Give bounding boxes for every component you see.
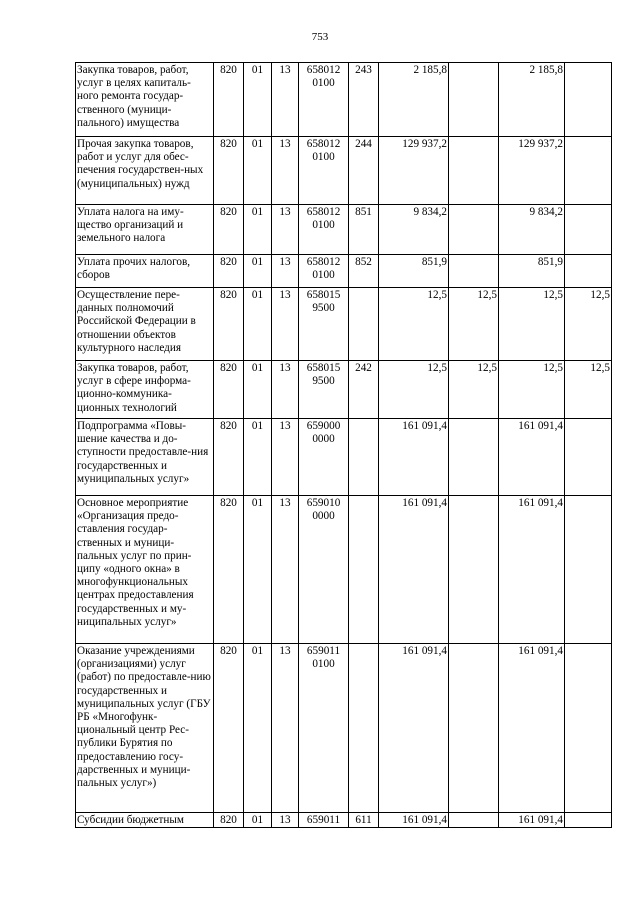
section-code: 01: [244, 288, 272, 361]
ministry-code: 820: [214, 361, 244, 419]
sum-total-second: 12,5: [499, 361, 565, 419]
section-code: 01: [244, 361, 272, 419]
sum-total-second: 161 091,4: [499, 419, 565, 496]
expense-type-code: [349, 644, 379, 813]
sum-total: 12,5: [379, 361, 449, 419]
sum-total-second: 129 937,2: [499, 137, 565, 205]
ministry-code: 820: [214, 205, 244, 255]
row-name: Субсидии бюджетным: [76, 813, 214, 828]
sum-federal-second: [565, 644, 612, 813]
sum-total: 851,9: [379, 255, 449, 288]
ministry-code: 820: [214, 496, 244, 644]
sum-federal: [449, 63, 499, 137]
subsection-code: 13: [272, 137, 299, 205]
sum-total-second: 161 091,4: [499, 644, 565, 813]
section-code: 01: [244, 419, 272, 496]
sum-federal-second: [565, 137, 612, 205]
section-code: 01: [244, 63, 272, 137]
row-name: Основное мероприятие «Организация предо-ставления государ-ственных и муници-пальных услуг по прин-ципу «одного окна» в многофункциональных центрах предоставления государственных и му-ниципальных услуг»: [76, 496, 214, 644]
sum-total-second: 12,5: [499, 288, 565, 361]
table-row: [76, 361, 612, 419]
expense-type-code: 244: [349, 137, 379, 205]
row-name: Закупка товаров, работ, услуг в сфере информа-ционно-коммуника-ционных технологий: [76, 361, 214, 419]
subsection-code: 13: [272, 644, 299, 813]
table-row: [76, 813, 612, 828]
ministry-code: 820: [214, 137, 244, 205]
target-article-code: 659011 0100: [299, 644, 349, 813]
subsection-code: 13: [272, 205, 299, 255]
sum-federal-second: [565, 255, 612, 288]
sum-total-second: 2 185,8: [499, 63, 565, 137]
section-code: 01: [244, 644, 272, 813]
ministry-code: 820: [214, 419, 244, 496]
sum-federal: [449, 137, 499, 205]
sum-federal-second: [565, 63, 612, 137]
sum-federal-second: 12,5: [565, 361, 612, 419]
ministry-code: 820: [214, 288, 244, 361]
subsection-code: 13: [272, 813, 299, 828]
expense-type-code: 243: [349, 63, 379, 137]
sum-total: 2 185,8: [379, 63, 449, 137]
sum-federal: [449, 419, 499, 496]
ministry-code: 820: [214, 63, 244, 137]
ministry-code: 820: [214, 644, 244, 813]
target-article-code: 658012 0100: [299, 137, 349, 205]
table-row: [76, 496, 612, 644]
table-row: [76, 288, 612, 361]
row-name: Оказание учреждениями (организациями) услуг (работ) по предоставле-нию государственных и муниципальных услуг (ГБУ РБ «Многофунк-циональный центр Рес-публики Бурятия по предоставлению госу-дарственных и муници-пальных услуг»): [76, 644, 214, 813]
budget-table-body: [76, 63, 612, 828]
sum-federal-second: [565, 205, 612, 255]
sum-federal: [449, 205, 499, 255]
sum-total-second: 161 091,4: [499, 496, 565, 644]
row-name: Уплата прочих налогов, сборов: [76, 255, 214, 288]
subsection-code: 13: [272, 63, 299, 137]
budget-table: [75, 62, 612, 828]
sum-total: 161 091,4: [379, 813, 449, 828]
expense-type-code: [349, 288, 379, 361]
sum-total: 9 834,2: [379, 205, 449, 255]
expense-type-code: [349, 419, 379, 496]
row-name: Осуществление пере-данных полномочий Российской Федерации в отношении объектов культурного наследия: [76, 288, 214, 361]
page-number: 753: [311, 31, 329, 43]
table-row: [76, 205, 612, 255]
target-article-code: 658012 0100: [299, 63, 349, 137]
sum-federal-second: [565, 813, 612, 828]
table-row: [76, 63, 612, 137]
section-code: 01: [244, 137, 272, 205]
row-name: Подпрограмма «Повы-шение качества и до-ступности предоставле-ния государственных и муниципальных услуг»: [76, 419, 214, 496]
expense-type-code: 242: [349, 361, 379, 419]
subsection-code: 13: [272, 255, 299, 288]
table-row: [76, 137, 612, 205]
target-article-code: 658012 0100: [299, 255, 349, 288]
subsection-code: 13: [272, 496, 299, 644]
subsection-code: 13: [272, 419, 299, 496]
sum-federal: 12,5: [449, 288, 499, 361]
table-row: [76, 419, 612, 496]
target-article-code: 659010 0000: [299, 496, 349, 644]
sum-federal-second: [565, 419, 612, 496]
section-code: 01: [244, 813, 272, 828]
expense-type-code: 851: [349, 205, 379, 255]
sum-federal: [449, 644, 499, 813]
sum-federal-second: 12,5: [565, 288, 612, 361]
target-article-code: 658012 0100: [299, 205, 349, 255]
table-row: [76, 255, 612, 288]
sum-total: 161 091,4: [379, 496, 449, 644]
sum-federal: 12,5: [449, 361, 499, 419]
expense-type-code: 852: [349, 255, 379, 288]
ministry-code: 820: [214, 813, 244, 828]
table-row: [76, 644, 612, 813]
ministry-code: 820: [214, 255, 244, 288]
section-code: 01: [244, 496, 272, 644]
sum-total-second: 161 091,4: [499, 813, 565, 828]
target-article-code: 659011: [299, 813, 349, 828]
sum-total-second: 9 834,2: [499, 205, 565, 255]
sum-total: 161 091,4: [379, 419, 449, 496]
row-name: Уплата налога на иму-щество организаций и земельного налога: [76, 205, 214, 255]
row-name: Прочая закупка товаров, работ и услуг для обес-печения государствен-ных (муниципальных) нужд: [76, 137, 214, 205]
sum-federal: [449, 255, 499, 288]
row-name: Закупка товаров, работ, услуг в целях капиталь-ного ремонта государ-ственного (муници-пального) имущества: [76, 63, 214, 137]
section-code: 01: [244, 255, 272, 288]
target-article-code: 659000 0000: [299, 419, 349, 496]
sum-total: 12,5: [379, 288, 449, 361]
subsection-code: 13: [272, 288, 299, 361]
sum-federal: [449, 496, 499, 644]
expense-type-code: 611: [349, 813, 379, 828]
sum-federal: [449, 813, 499, 828]
sum-total: 161 091,4: [379, 644, 449, 813]
sum-total-second: 851,9: [499, 255, 565, 288]
section-code: 01: [244, 205, 272, 255]
target-article-code: 658015 9500: [299, 288, 349, 361]
expense-type-code: [349, 496, 379, 644]
target-article-code: 658015 9500: [299, 361, 349, 419]
subsection-code: 13: [272, 361, 299, 419]
sum-total: 129 937,2: [379, 137, 449, 205]
sum-federal-second: [565, 496, 612, 644]
